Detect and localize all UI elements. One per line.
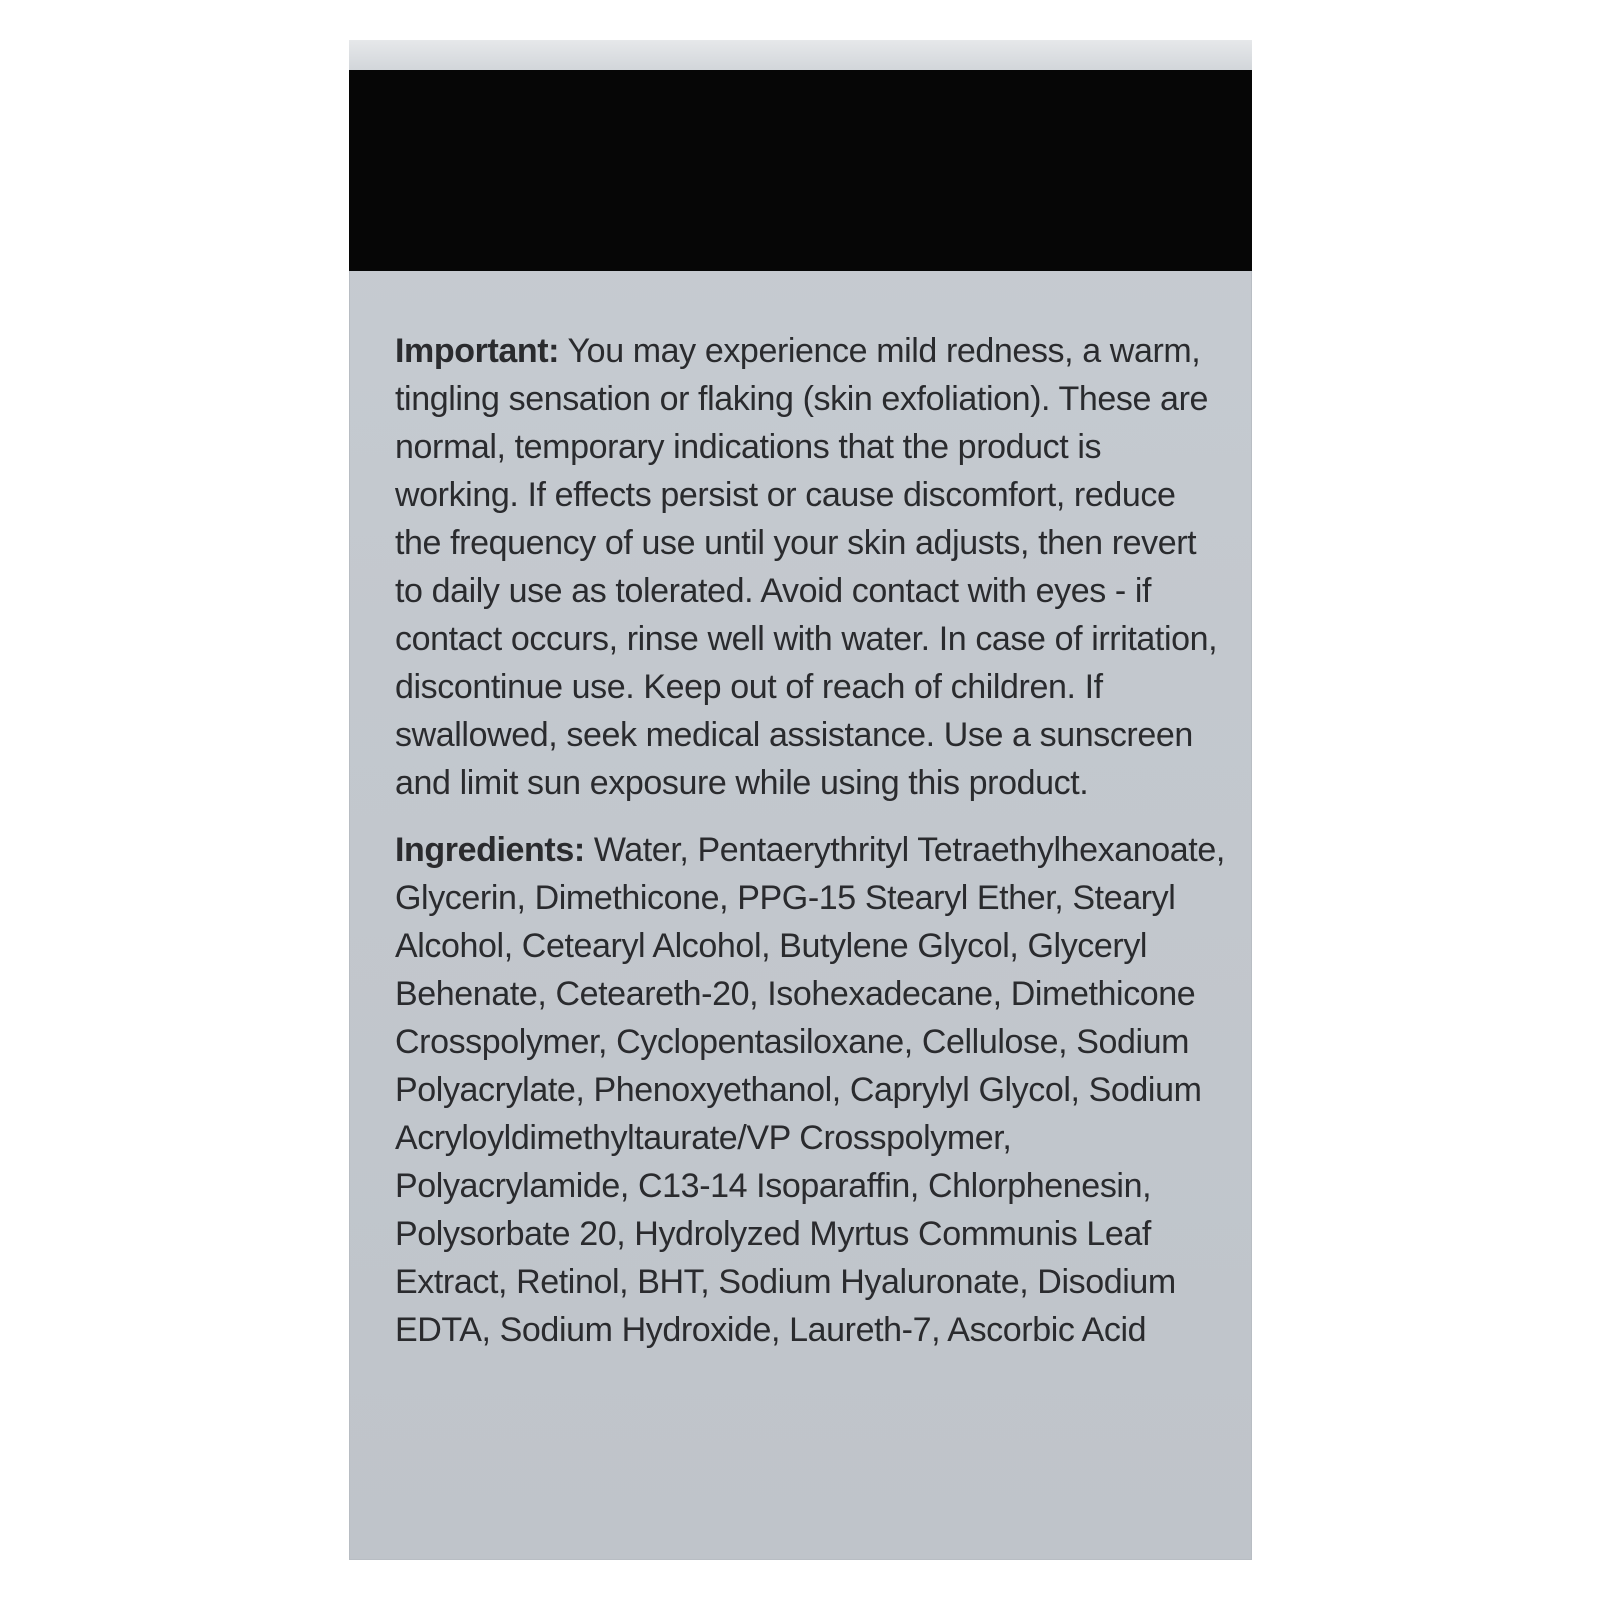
ingredients-text: Water, Pentaerythrityl Tetraethylhexanoate, Glycerin, Dimethicone, PPG-15 Stearyl Ether, Stearyl Alcohol, Cetearyl Alcohol, Butylene Glycol, Glyceryl Behenate, Ceteareth-20, Isohexadecane, Dimethicone Crosspolymer, Cyclopentasiloxane, Cellulose, Sodium Polyacrylate, Phenoxyethanol, Caprylyl Glycol, Sodium Acryloyldimethyltaurate/VP Crosspolymer, Polyacrylamide, C13-14 Isoparaffin, Chlorphenesin, Polysorbate 20, Hydrolyzed Myrtus Communis Leaf Extract, Retinol, BHT, Sodium Hyaluronate, Disodium EDTA, Sodium Hydroxide, Laureth-7, Ascorbic Acid: [395, 831, 1225, 1349]
important-paragraph: [395, 327, 1225, 807]
important-heading: Important:: [395, 332, 560, 370]
ingredients-paragraph: [395, 826, 1225, 1354]
label-black-band: [349, 70, 1252, 271]
ingredients-heading: Ingredients:: [395, 831, 585, 869]
important-text: You may experience mild redness, a warm, tingling sensation or flaking (skin exfoliation). These are normal, temporary indications that the product is working. If effects persist or cause discomfort, reduce the frequency of use until your skin adjusts, then revert to daily use as tolerated. Avoid contact with eyes - if contact occurs, rinse well with water. In case of irritation, discontinue use. Keep out of reach of children. If swallowed, seek medical assistance. Use a sunscreen and limit sun exposure while using this product.: [395, 332, 1218, 802]
label-top-strip: [349, 40, 1252, 70]
product-label-panel: [349, 40, 1252, 1560]
label-text-block: [395, 327, 1225, 1373]
